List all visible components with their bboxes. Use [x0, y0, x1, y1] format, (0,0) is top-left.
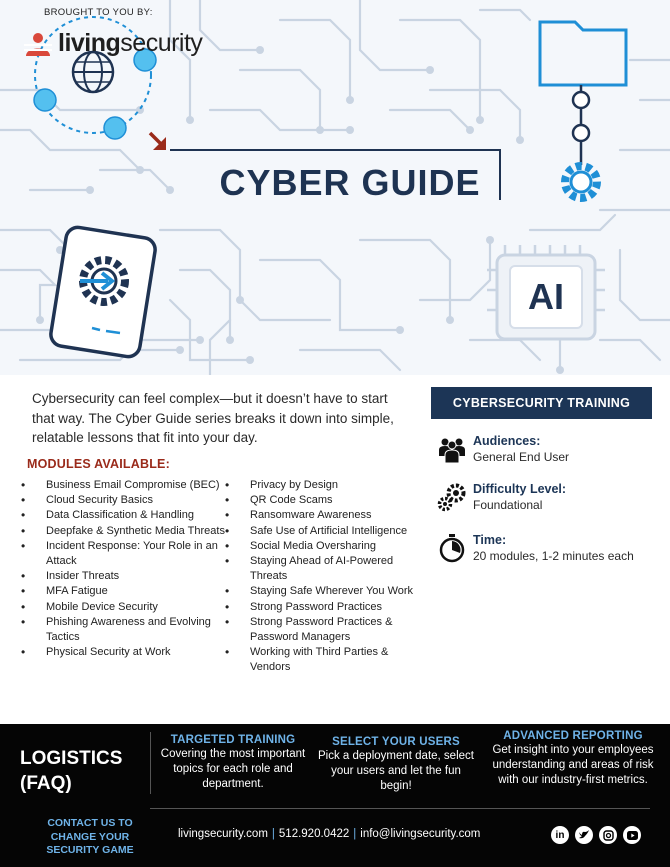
cybersecurity-training-banner [431, 387, 652, 419]
difficulty-value: Foundational [473, 498, 543, 512]
phone-gear-graphic [49, 226, 157, 359]
module-item: • QR Code Scams [225, 493, 415, 508]
module-item: • Working with Third Parties & Vendors [225, 645, 415, 675]
audiences-label: Audiences: [473, 434, 541, 448]
footer-divider-horizontal [150, 808, 650, 809]
contact-details [178, 828, 480, 840]
module-item: • Data Classification & Handling [21, 508, 226, 523]
youtube-icon[interactable] [623, 826, 641, 844]
footer-divider-vertical [150, 732, 151, 794]
modules-list-column-1 [21, 478, 226, 660]
audiences-info [437, 434, 657, 468]
time-value: 20 modules, 1-2 minutes each [473, 549, 634, 563]
phone-link[interactable]: 512.920.0422 [278, 828, 350, 840]
module-item: • Privacy by Design [225, 478, 415, 493]
module-item: • Cloud Security Basics [21, 493, 226, 508]
module-item: • Staying Ahead of AI-Powered Threats [225, 554, 415, 584]
ai-chip-label: AI [528, 276, 564, 317]
module-item: • Social Media Oversharing [225, 539, 415, 554]
module-item: • Incident Response: Your Role in an Attack [21, 539, 226, 569]
social-links [551, 826, 641, 844]
stopwatch-icon [437, 533, 467, 563]
cybersecurity-training-heading: CYBERSECURITY TRAINING [452, 396, 631, 410]
modules-list-column-2 [225, 478, 415, 676]
module-item: • Business Email Compromise (BEC) [21, 478, 226, 493]
targeted-training-heading: TARGETED TRAINING [170, 734, 296, 746]
module-item: • Safe Use of Artificial Intelligence [225, 524, 415, 539]
audiences-value: General End User [473, 450, 570, 464]
brought-to-you-by-label: BROUGHT TO YOU BY: [44, 7, 153, 18]
folder-gear-graphic [540, 22, 626, 198]
instagram-icon[interactable] [599, 826, 617, 844]
cyber-guide-title-frame [160, 148, 540, 218]
logistics-heading [20, 746, 122, 796]
module-item: • Staying Safe Wherever You Work [225, 584, 415, 599]
advanced-reporting-column [490, 730, 656, 788]
advanced-reporting-heading: ADVANCED REPORTING [503, 730, 643, 742]
linkedin-icon[interactable]: in [551, 826, 569, 844]
module-item: • Insider Threats [21, 569, 226, 584]
time-info [437, 533, 657, 583]
logo-text-security: security [120, 29, 203, 57]
difficulty-label: Difficulty Level: [473, 482, 567, 496]
targeted-training-column [152, 734, 314, 792]
people-icon [437, 434, 467, 464]
module-item: • Strong Password Practices [225, 600, 415, 615]
module-item: • Ransomware Awareness [225, 508, 415, 523]
cyber-guide-title: CYBER GUIDE [219, 162, 481, 203]
logo-text-living: living [58, 29, 121, 57]
select-users-text: Pick a deployment date, select your users and let the fun begin! [318, 750, 474, 792]
advanced-reporting-text: Get insight into your employees understanding and areas of risk with our industry-first metrics. [492, 744, 654, 786]
intro-paragraph: Cybersecurity can feel complex—but it doesn’t have to start that way. The Cyber Guide series breaks it down into simple, relatable lessons that fit into your day. [32, 391, 394, 445]
website-link[interactable]: livingsecurity.com [178, 828, 268, 840]
gears-icon [437, 482, 467, 512]
email-link[interactable]: info@livingsecurity.com [360, 828, 481, 840]
select-users-heading: SELECT YOUR USERS [332, 736, 460, 748]
twitter-icon[interactable] [575, 826, 593, 844]
module-item: • Phishing Awareness and Evolving Tactics [21, 615, 226, 645]
module-item: • Strong Password Practices & Password Managers [225, 615, 415, 645]
module-item: • Physical Security at Work [21, 645, 226, 660]
module-item: • MFA Fatigue [21, 584, 226, 599]
modules-heading: MODULES AVAILABLE: [27, 457, 170, 471]
logistics-heading-line-1: LOGISTICS [20, 748, 123, 769]
contact-us-cta[interactable]: CONTACT US TO CHANGE YOUR SECURITY GAME [46, 817, 134, 856]
separator: | [353, 828, 357, 840]
targeted-training-text: Covering the most important topics for each role and department. [160, 748, 306, 790]
difficulty-info [437, 482, 657, 516]
logo-mark-icon [22, 32, 54, 56]
logistics-heading-line-2: (FAQ) [20, 773, 72, 794]
module-item: • Mobile Device Security [21, 600, 226, 615]
time-label: Time: [473, 533, 507, 547]
hero-banner [0, 0, 670, 375]
separator: | [271, 828, 275, 840]
module-item: • Deepfake & Synthetic Media Threats [21, 524, 226, 539]
livingsecurity-logo[interactable] [22, 29, 202, 58]
select-users-column [318, 736, 474, 794]
logistics-footer [0, 724, 670, 867]
